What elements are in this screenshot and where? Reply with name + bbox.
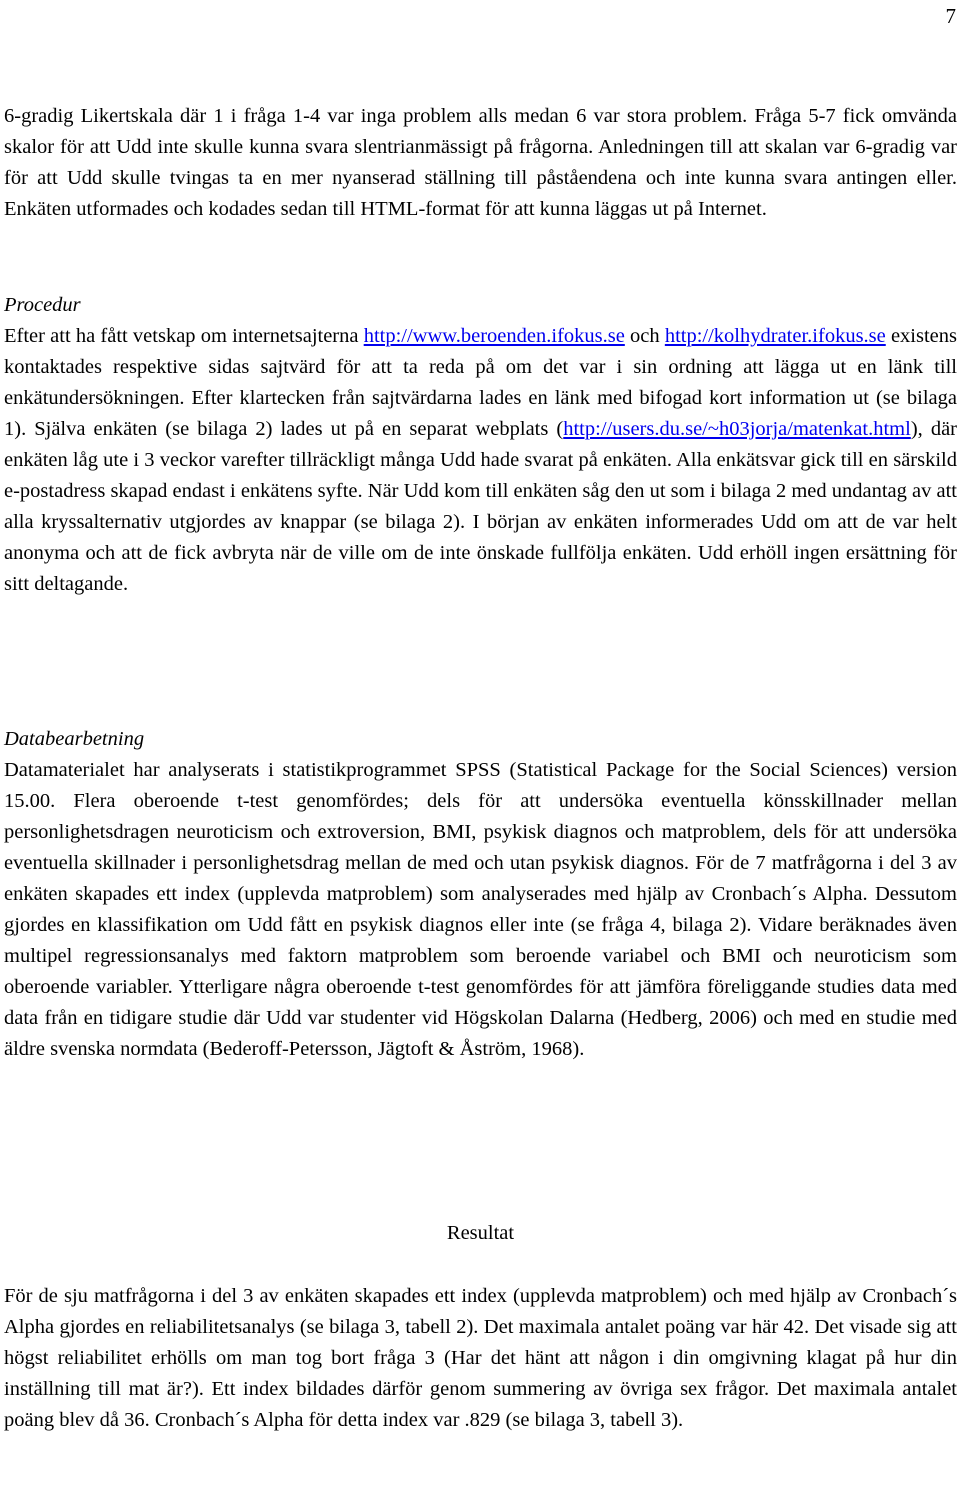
results-heading-block	[4, 1218, 957, 1249]
procedure-text-4: ), där enkäten låg ute i 3 veckor varefter tillräckligt många Udd hade svarat på enkäten. Alla enkätsvar gick till en särskild e-postadress skapad endast i enkätens syfte. När Udd kom till enkäten såg den ut som i bilaga 2 med undantag av att alla kryssalternativ utgjordes av knappar (se bilaga 2). I början av enkäten informerades Udd om att de var helt anonyma och att de fick avbryta när de ville om de inte önskade fullfölja enkäten. Udd erhöll ingen ersättning för sitt deltagande.	[4, 418, 957, 595]
intro-section	[4, 101, 957, 225]
beroenden-link[interactable]: http://www.beroenden.ifokus.se	[363, 325, 625, 347]
procedure-text-3: existens kontaktades respektive sidas sajtvärd för att ta reda på om det var i sin ordning att lägga ut en länk till enkätundersökningen. Efter klartecken från sajtvärdarna lades en länk med bifogad kort information ut (se bilaga 1). Själva enkäten (se bilaga 2) lades ut på en separat webplats (	[4, 325, 957, 440]
results-section	[4, 1281, 957, 1436]
data-processing-heading: Databearbetning	[4, 728, 145, 750]
procedure-heading: Procedur	[4, 294, 81, 316]
intro-paragraph: 6-gradig Likertskala där 1 i fråga 1-4 var inga problem alls medan 6 var stora problem. Fråga 5-7 fick omvända skalor för att Udd inte skulle kunna svara slentrianmässigt på frågorna. Anledningen till att skalan var 6-gradig var för att Udd skulle tvingas ta en mer nyanserad ställning till påståendena och inte kunna svara antingen eller. Enkäten utformades och kodades sedan till HTML-format för att kunna läggas ut på Internet.	[4, 105, 957, 220]
kolhydrater-link[interactable]: http://kolhydrater.ifokus.se	[664, 325, 886, 347]
data-processing-section	[4, 724, 957, 1065]
results-paragraph: För de sju matfrågorna i del 3 av enkäten skapades ett index (upplevda matproblem) och med hjälp av Cronbach´s Alpha gjordes en reliabilitetsanalys (se bilaga 3, tabell 2). Det maximala antalet poäng var här 42. Det visade sig att högst reliabilitet erhölls om man tog bort fråga 3 (Har det hänt att någon i din omgivning klagat på hur din inställning till mat är?). Ett index bildades därför genom summering av övriga sex frågor. Det maximala antalet poäng blev då 36. Cronbach´s Alpha för detta index var .829 (se bilaga 3, tabell 3).	[4, 1285, 957, 1431]
page-number: 7	[945, 4, 956, 28]
procedure-section	[4, 290, 957, 600]
survey-link[interactable]: http://users.du.se/~h03jorja/matenkat.html	[563, 418, 911, 440]
procedure-text-1: Efter att ha fått vetskap om internetsajterna	[4, 325, 364, 347]
results-heading: Resultat	[446, 1222, 515, 1244]
data-processing-paragraph: Datamaterialet har analyserats i statistikprogrammet SPSS (Statistical Package for the Social Sciences) version 15.00. Flera oberoende t-test genomfördes; dels för att undersöka eventuella könsskillnader mellan personlighetsdragen neuroticism och extroversion, BMI, psykisk diagnos och matproblem, dels för att undersöka eventuella skillnader i personlighetsdrag mellan de med och utan psykisk diagnos. För de 7 matfrågorna i del 3 av enkäten skapades ett index (upplevda matproblem) som analyserades med hjälp av Cronbach´s Alpha. Dessutom gjordes en klassifikation om Udd fått en psykisk diagnos eller inte (se fråga 4, bilaga 2). Vidare beräknades även multipel regressionsanalys med faktorn matproblem som beroende variabel och BMI och neuroticism som oberoende variabler. Ytterligare några oberoende t-test genomfördes för att jämföra föreliggande studies data med data från en tidigare studie där Udd var studenter vid Högskolan Dalarna (Hedberg, 2006) och med en studie med äldre svenska normdata (Bederoff-Petersson, Jägtoft & Åström, 1968).	[4, 759, 957, 1060]
procedure-text-2: och	[624, 325, 665, 347]
procedure-paragraph	[4, 321, 957, 600]
